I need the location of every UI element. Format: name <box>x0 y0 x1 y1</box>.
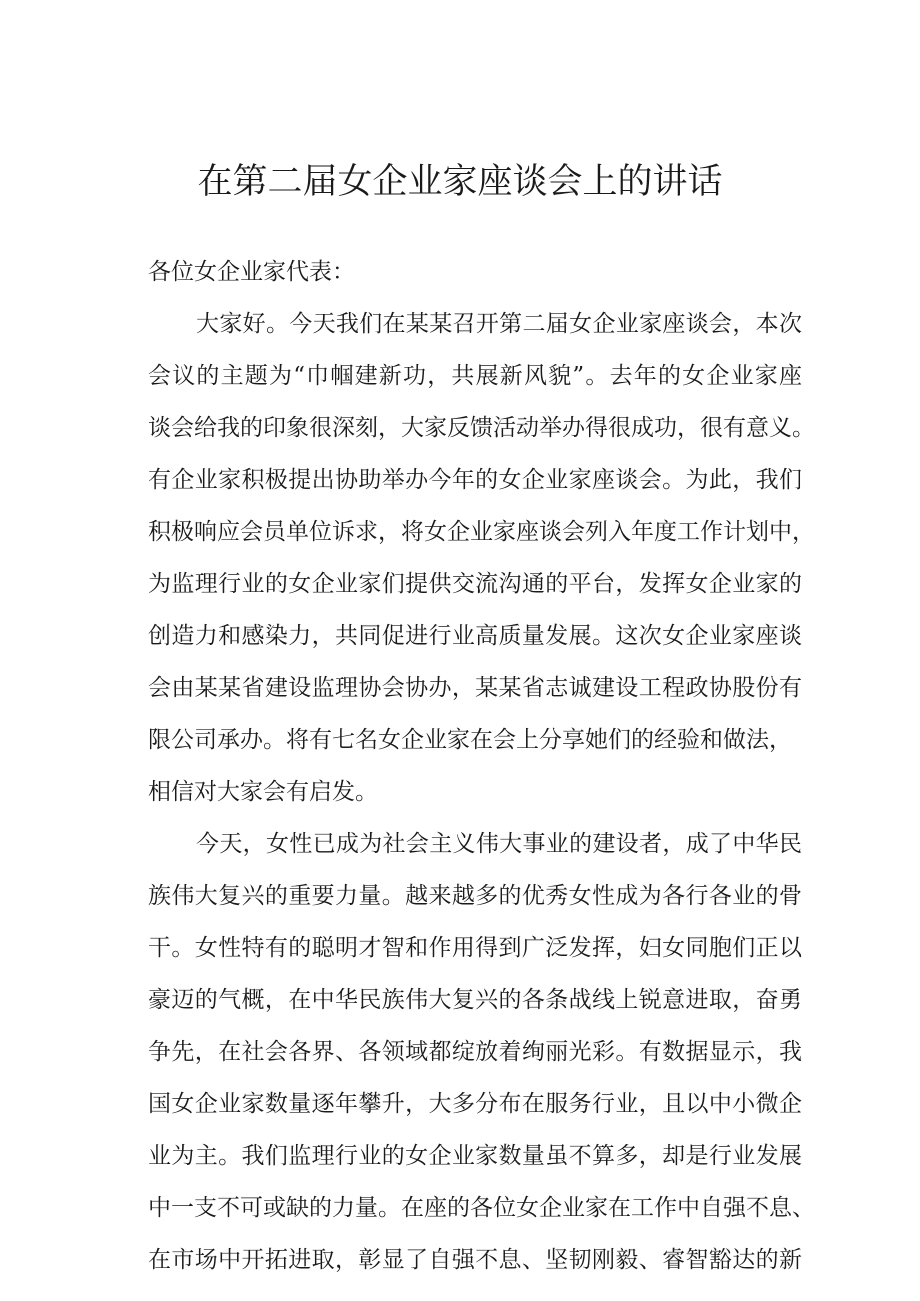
paragraph-2-line: 族伟大复兴的重要力量。越来越多的优秀女性成为各行各业的骨 <box>148 883 802 909</box>
paragraph-2-line: 中一支不可或缺的力量。在座的各位女企业家在工作中自强不息、 <box>148 1195 815 1221</box>
paragraph-2-line: 在市场中开拓进取，彰显了自强不息、坚韧刚毅、睿智豁达的新 <box>148 1247 802 1273</box>
salutation: 各位女企业家代表： <box>148 259 355 285</box>
paragraph-2-line: 今天，女性已成为社会主义伟大事业的建设者，成了中华民 <box>196 831 802 857</box>
paragraph-2-line: 国女企业家数量逐年攀升，大多分布在服务行业，且以中小微企 <box>148 1091 802 1117</box>
paragraph-2-line: 争先，在社会各界、各领域都绽放着绚丽光彩。有数据显示，我 <box>148 1039 802 1065</box>
paragraph-1-line: 会议的主题为“巾帼建新功，共展新风貌”。去年的女企业家座 <box>148 363 802 389</box>
paragraph-2-line: 业为主。我们监理行业的女企业家数量虽不算多，却是行业发展 <box>148 1143 802 1169</box>
paragraph-2-line: 豪迈的气概，在中华民族伟大复兴的各条战线上锐意进取，奋勇 <box>148 987 802 1013</box>
document-body <box>148 246 815 1286</box>
paragraph-1-line: 限公司承办。将有七名女企业家在会上分享她们的经验和做法， <box>148 727 792 753</box>
paragraph-1-line: 为监理行业的女企业家们提供交流沟通的平台，发挥女企业家的 <box>148 571 802 597</box>
paragraph-2-line: 干。女性特有的聪明才智和作用得到广泛发挥，妇女同胞们正以 <box>148 935 802 961</box>
paragraph-1-line: 积极响应会员单位诉求，将女企业家座谈会列入年度工作计划中， <box>148 519 815 545</box>
paragraph-1-line: 会由某某省建设监理协会协办，某某省志诚建设工程政协股份有 <box>148 675 802 701</box>
paragraph-1-line: 有企业家积极提出协助举办今年的女企业家座谈会。为此，我们 <box>148 467 802 493</box>
paragraph-1-line: 创造力和感染力，共同促进行业高质量发展。这次女企业家座谈 <box>148 623 802 649</box>
paragraph-1-line: 谈会给我的印象很深刻，大家反馈活动举办得很成功，很有意义。 <box>148 415 815 441</box>
document-title: 在第二届女企业家座谈会上的讲话 <box>197 162 723 202</box>
paragraph-1-line: 大家好。今天我们在某某召开第二届女企业家座谈会，本次 <box>196 311 802 337</box>
paragraph-1-line: 相信对大家会有启发。 <box>148 779 378 805</box>
